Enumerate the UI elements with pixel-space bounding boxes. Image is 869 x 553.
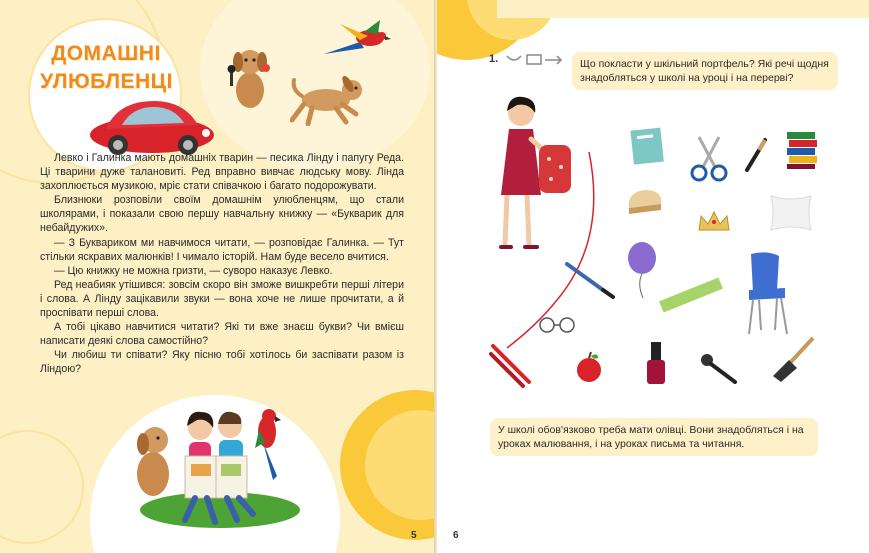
task-icons xyxy=(505,52,563,66)
singing-dog-illustration xyxy=(220,42,280,114)
ruler-icon xyxy=(655,275,725,315)
story-text xyxy=(40,151,404,377)
answer-bubble: У школі обов'язково треба мати олівці. Вони знадобляться і на уроках малювання, і на уроках письма та читання. xyxy=(490,418,818,456)
page-title xyxy=(40,40,172,96)
kids-reading-illustration xyxy=(125,402,300,532)
question-bubble: Що покласти у шкільний портфель? Які речі щодня знадобляться у школі на уроці і на перерві? xyxy=(572,52,838,90)
task-number: 1. xyxy=(489,53,499,65)
decor-circle xyxy=(0,430,84,544)
running-dog-illustration xyxy=(290,70,370,126)
chair-icon xyxy=(745,250,791,336)
nail-polish-icon xyxy=(645,340,667,386)
crown-icon xyxy=(697,210,731,234)
pillow-icon xyxy=(767,192,815,234)
balloon-icon xyxy=(625,240,659,300)
paragraph: Близнюки розповіли своїм домашнім улюбленцям, що стали школярами, і показали свою першу навчальну книжку — «Букварик для небайдужих». xyxy=(40,194,404,235)
glasses-icon xyxy=(537,315,577,335)
paragraph: Левко і Галинка мають домашніх тварин — песика Лінду і папугу Реда. Ці тварини дуже талановиті. Ред вправно вивчає людську мову. Лінда захоплюється музикою, мріє стати співачкою і багато подорожувати. xyxy=(40,152,404,193)
sandwich-icon xyxy=(625,186,665,216)
shovel-icon xyxy=(767,334,817,386)
books-icon xyxy=(785,130,819,170)
page-number: 6 xyxy=(453,530,459,541)
paragraph: — З Буквариком ми навчимося читати, — розповідає Галинка. — Тут стільки яскравих малюнків! І чимало історій. Нам буде весело вчитися. xyxy=(40,236,404,263)
notebook-icon xyxy=(630,125,666,165)
title-line-1: ДОМАШНІ xyxy=(51,42,161,65)
paintbrush-icon xyxy=(565,262,617,300)
top-yellow-band xyxy=(497,0,869,18)
right-page xyxy=(437,0,869,553)
red-car-illustration xyxy=(88,95,216,157)
title-line-2: УЛЮБЛЕНЦІ xyxy=(40,70,173,93)
apple-icon xyxy=(574,350,604,384)
paragraph: Ред неабияк утішився: зовсім скоро він зможе вишкребти перші літери і слова. А Лінду зацікавили звуки — вона хоче не лише прочитати, а й проспівати перші слова. xyxy=(40,278,404,320)
paragraph: — Цю книжку не можна гризти, — суворо наказує Левко. xyxy=(54,264,333,277)
paragraph: А тобі цікаво навчитися читати? Які ти вже знаєш букви? Чи вмієш написати деякі слова самостійно? xyxy=(40,321,404,348)
left-page xyxy=(0,0,434,553)
scissors-icon xyxy=(687,135,731,183)
paragraph: Чи любиш ти співати? Яку пісню тобі хотілось би заспівати разом із Ліндою? xyxy=(40,349,404,376)
pencils-icon xyxy=(489,342,535,388)
pen-icon xyxy=(743,138,769,174)
parrot-illustration xyxy=(320,18,392,62)
page-number: 5 xyxy=(411,530,417,541)
microphone-icon xyxy=(699,352,739,386)
